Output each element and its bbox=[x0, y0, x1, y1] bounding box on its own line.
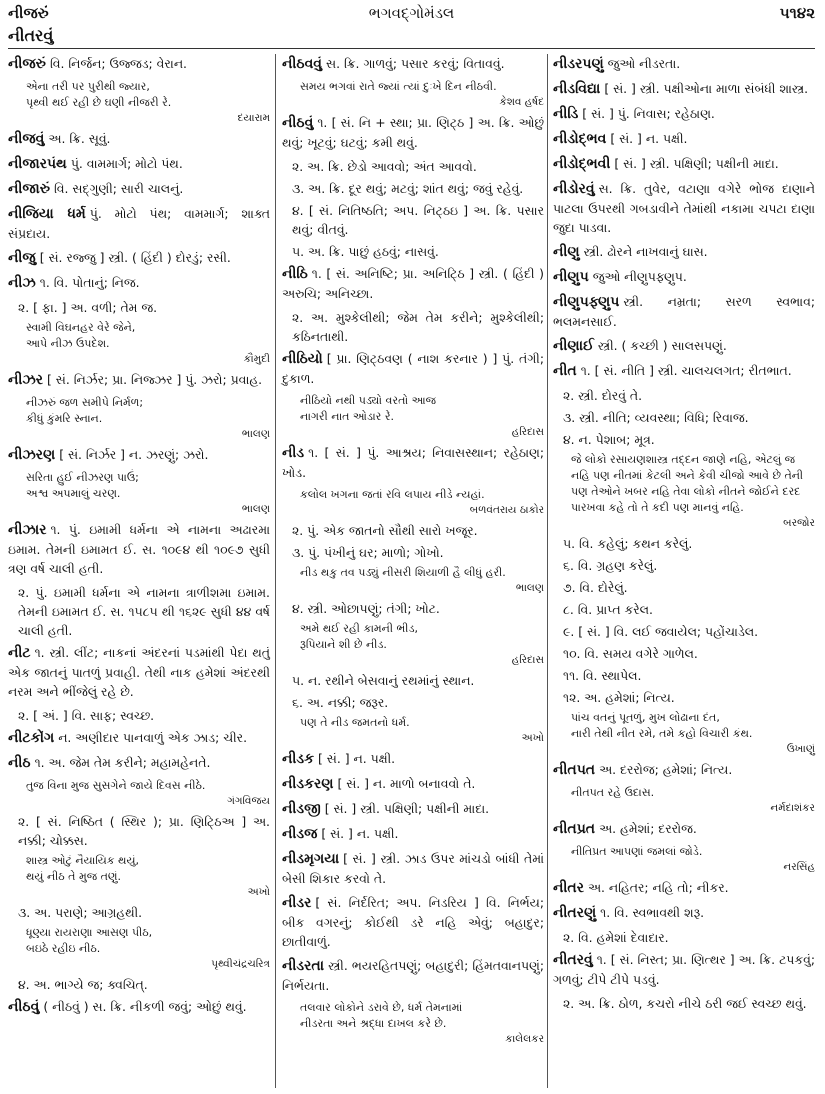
sub-sense: ૨. અ. ક્રિ. ઠોળ, કચરો નીચે ઠરી જઈ સ્વચ્છ થવું. bbox=[563, 996, 807, 1011]
quote-line: પૃથ્વી થઈ રહી છે ઘણી નીજરી રે. bbox=[26, 96, 172, 109]
quote-line: નાગરી નાત ઓડાર રે. bbox=[300, 410, 395, 423]
dictionary-entry bbox=[8, 728, 270, 748]
quote-attribution: ગંગવિજય bbox=[227, 795, 270, 807]
definition: સ્ત્રી. ઢોરને નાખવાનું ઘાસ. bbox=[583, 244, 708, 259]
sub-sense: ૨. પું. એક જાતનો સૌથી સારો ખજૂર. bbox=[292, 523, 478, 538]
sub-sense: ૪. [ સં. નિતિષ્ઠતિ; અપ. નિટ્ઠઇ ] અ. ક્રિ. પસાર થવું; વીતવું. bbox=[292, 203, 544, 237]
dictionary-entry bbox=[8, 204, 270, 243]
sub-sense: ૬. વિ. ગ્રહણ કરેલું. bbox=[563, 558, 658, 573]
quote-attribution: ભાલણ bbox=[241, 503, 270, 515]
definition: અ. નહિતર; નહિ તો; નીકર. bbox=[587, 880, 729, 895]
quote-attribution: દયારામ bbox=[237, 112, 270, 124]
headword: નીઠિ bbox=[282, 266, 308, 282]
headword: નીઝરણ bbox=[8, 447, 56, 463]
dictionary-entry bbox=[553, 361, 815, 381]
definition: [ સં. ] ન. માળો બનાવવો તે. bbox=[337, 776, 476, 791]
headword: નીતપત bbox=[553, 762, 596, 778]
definition: [ સં. ] ન. પક્ષી. bbox=[318, 751, 396, 766]
sub-sense: ૩. અ. ક્રિ. દૂર થવું; મટવું; શાંત થવું; જવું રહેવું. bbox=[292, 181, 524, 196]
quote-attribution: હરિદાસ bbox=[511, 654, 544, 666]
dictionary-entry bbox=[553, 336, 815, 356]
headword: નીજારું bbox=[8, 181, 50, 197]
quotation bbox=[26, 925, 270, 957]
headword: નીણુપફ્ણુપ bbox=[553, 294, 620, 310]
definition: [ સં. ] ન. પક્ષી. bbox=[610, 131, 688, 146]
headword: નીઠવું bbox=[282, 115, 314, 131]
dictionary-entry bbox=[8, 445, 270, 465]
dictionary-entry bbox=[8, 643, 270, 701]
headword: નીડોદ્ભવી bbox=[553, 156, 611, 172]
quotation bbox=[571, 452, 815, 516]
sub-sense: ૨. અ. મુશ્કેલીથી; જેમ તેમ કરીને; મુશ્કેલીથી; કઠિનતાથી. bbox=[292, 310, 544, 344]
headword: નીતરવું bbox=[553, 952, 593, 968]
dictionary-entry bbox=[282, 113, 544, 152]
headword: નીટકોંગ bbox=[8, 730, 55, 746]
headword: નીડિ bbox=[553, 106, 579, 122]
sub-sense: ૭. વિ. દોરેલું. bbox=[563, 580, 628, 595]
headword: નીઝ bbox=[8, 275, 36, 291]
dictionary-entry bbox=[282, 849, 544, 888]
quote-line: નીઝરું જળ સમીપે નિર્મળ; bbox=[26, 396, 144, 409]
quotation bbox=[26, 470, 270, 502]
page-header bbox=[8, 4, 815, 26]
definition: [ સં. ] ન. પક્ષી. bbox=[321, 826, 399, 841]
definition: ૧. [ સં. નિસ્ત; પ્રા. ણિત્થર ] અ. ક્રિ. ટપકવું; ગળવું; ટીપે ટીપે પડવું. bbox=[553, 952, 815, 987]
dictionary-entry bbox=[553, 104, 815, 124]
quote-attribution: ભાલણ bbox=[241, 428, 270, 440]
dictionary-entry bbox=[8, 997, 270, 1017]
sub-sense: ૪. સ્ત્રી. ઓછાપણું; તંગી; ખોટ. bbox=[292, 601, 440, 616]
quote-line: બઇઠે રહીઇ નીઠ. bbox=[26, 942, 101, 955]
quote-line: તલવાર લોકોને ડરાવે છે, ધર્મ તેમનામાં bbox=[300, 1001, 463, 1014]
headword: નીતરણું bbox=[553, 905, 597, 921]
definition: [ સં. ] સ્ત્રી. પક્ષીઓના માળા સંબંધી શાસ્ત્ર. bbox=[604, 81, 809, 96]
dictionary-entry bbox=[282, 264, 544, 303]
sub-sense: ૪. અ. ભાગ્યે જ; ક્વચિત્. bbox=[18, 977, 148, 992]
definition: [ સં. ] સ્ત્રી. ઝાડ ઉપર માંચડો બાંધી તેમાં બેસી શિકાર કરવો તે. bbox=[282, 851, 544, 886]
headword: નીડોદ્ભવ bbox=[553, 131, 607, 147]
quotation bbox=[300, 1000, 544, 1032]
definition: વિ. નિર્જન; ઉજ્જડ; વેરાન. bbox=[49, 56, 187, 71]
dictionary-entry bbox=[282, 349, 544, 388]
dictionary-entry bbox=[553, 292, 815, 331]
headword: નીડ bbox=[282, 445, 305, 461]
sub-sense: ૨. વિ. હમેશાં દેવાદાર. bbox=[563, 930, 669, 945]
definition: અ. ક્રિ. સૂવું. bbox=[48, 131, 111, 146]
sub-sense: ૩. સ્ત્રી. નીતિ; વ્યવસ્થા; વિધિ; રિવાજ. bbox=[563, 410, 749, 425]
headword: નીત bbox=[553, 363, 577, 379]
headword: નીજારપંથ bbox=[8, 156, 67, 172]
quote-attribution: અખો bbox=[521, 732, 544, 744]
dictionary-entry bbox=[553, 878, 815, 898]
header-first-word: નીજરું bbox=[8, 4, 49, 22]
definition: ૧. વિ. સ્વભાવથી શરૂ. bbox=[600, 905, 705, 920]
headword: નીડમૃગયા bbox=[282, 851, 340, 867]
definition: સ. ક્રિ. તુવેર, વટાણા વગેરે ભોજ દાણાને પાટલા ઉપરથી ગબડાવીને તેમાંથી નકામા ચપટા દાણા જુદા પાડવા. bbox=[553, 181, 815, 235]
definition: પું. વામમાર્ગ; મોટો પંથ. bbox=[70, 156, 183, 171]
headword: નીઝાર bbox=[8, 522, 47, 538]
definition: સ્ત્રી. નમ્રતા; સરળ સ્વભાવ; ભલમનસાઈ. bbox=[553, 294, 815, 329]
sub-sense: ૨. સ્ત્રી. દોરવું તે. bbox=[563, 388, 643, 403]
headword: નીડોરવું bbox=[553, 181, 595, 197]
definition: સ્ત્રી. ( કચ્છી ) સાલસપણું. bbox=[597, 338, 727, 353]
dictionary-entry bbox=[553, 819, 815, 839]
definition: [ સં. નિર્દરિત; અપ. નિડરિય ] વિ. નિર્ભય; બીક વગરનું; કોઈથી ડરે નહિ એવું; બહાદુર; છાતીવાળું. bbox=[282, 895, 544, 949]
sub-sense: ૧૦. વિ. સમય વગેરે ગાળેલ. bbox=[563, 646, 698, 661]
dictionary-entry bbox=[553, 179, 815, 237]
quote-line: નીઠિયો નથી પડ્યો વરતો આજ bbox=[300, 394, 437, 407]
quote-line: સમય ભગવાં રાતે જ્યાં ત્યાં દુઃખે દિન નીઠવી. bbox=[300, 80, 497, 93]
quotation bbox=[300, 393, 544, 425]
quote-attribution: નર્મદાશંકર bbox=[770, 802, 815, 814]
dictionary-entry bbox=[553, 154, 815, 174]
dictionary-entry bbox=[553, 54, 815, 74]
sub-sense: ૫. વિ. કહેલું; કથન કરેલું. bbox=[563, 536, 693, 551]
quote-line: શાસ્ત્ર ઓટું નૈયાયિક થયું, bbox=[26, 854, 139, 867]
dictionary-entry bbox=[282, 443, 544, 482]
definition: જુઓ નીણુપફ્ણુપ. bbox=[592, 269, 687, 284]
headword: નીણુપ bbox=[553, 269, 589, 285]
quote-attribution: નરસિંહ bbox=[783, 861, 815, 873]
headword: નીતપ્રત bbox=[553, 821, 596, 837]
headword: નીઠવવું bbox=[282, 56, 323, 72]
dictionary-entry bbox=[282, 774, 544, 794]
headword: નીજવું bbox=[8, 131, 45, 147]
dictionary-entry bbox=[553, 242, 815, 262]
quotation bbox=[26, 320, 270, 352]
definition: ૧. અ. જેમ તેમ કરીને; મહામહેનતે. bbox=[34, 755, 211, 770]
quote-attribution: કેશવ હર્ષદ bbox=[499, 96, 544, 108]
sub-sense: ૬. અ. નક્કી; જરૂર. bbox=[292, 695, 389, 710]
quote-line: નીતિપ્રત આપણાં જમલાં જોડે. bbox=[571, 845, 703, 858]
definition: [ સં. ] સ્ત્રી. પક્ષિણી; પક્ષીની માદા. bbox=[614, 156, 779, 171]
headword: નીજિયા ધર્મ bbox=[8, 206, 86, 222]
book-title: ભગવદ્ગોમંડલ bbox=[368, 4, 455, 22]
quote-attribution: બરજોર bbox=[783, 517, 815, 529]
definition: ૧. વિ. પોતાનું; નિજ. bbox=[39, 275, 140, 290]
quote-line: પાંચ વતનું પૂતળું, મુખ લોઢાના દંત, bbox=[571, 711, 720, 724]
definition: સ્ત્રી. ભયરહિતપણું; બહાદુરી; હિંમતવાનપણું; નિર્ભયતા. bbox=[282, 958, 544, 993]
quote-attribution: હરિદાસ bbox=[511, 426, 544, 438]
definition: [ સં. ] પું. નિવાસ; રહેઠાણ. bbox=[582, 106, 715, 121]
quotation bbox=[300, 487, 544, 503]
column-3 bbox=[553, 54, 815, 1016]
quotation bbox=[300, 79, 544, 95]
definition: ૧. [ સં. નીતિ ] સ્ત્રી. ચાલચલગત; રીતભાત. bbox=[580, 363, 792, 378]
headword: નીડજી bbox=[282, 801, 321, 817]
dictionary-entry bbox=[8, 154, 270, 174]
dictionary-entry bbox=[282, 749, 544, 769]
dictionary-entry bbox=[553, 950, 815, 989]
sub-sense: ૫. ન. રથીને બેસવાનું રથમાંનું સ્થાન. bbox=[292, 673, 475, 688]
headword: નીઠવું bbox=[8, 999, 40, 1015]
headword: નીઝર bbox=[8, 372, 44, 388]
quote-line: પણ તે નીડ જમતનો ધર્મ. bbox=[300, 716, 410, 729]
column-1 bbox=[8, 54, 270, 1022]
quotation bbox=[26, 79, 270, 111]
dictionary-entry bbox=[8, 273, 270, 293]
sub-sense: ૫. અ. ક્રિ. પાછું હઠવું; નાસવું. bbox=[292, 244, 439, 259]
column-divider bbox=[275, 54, 276, 1088]
quotation bbox=[571, 844, 815, 860]
quotation bbox=[26, 778, 270, 794]
quote-attribution: કાલેલકર bbox=[505, 1033, 544, 1045]
header-divider bbox=[8, 48, 815, 49]
header-last-word: નીતરવું bbox=[8, 26, 54, 45]
sub-sense: ૩. પું. પંખીનું ઘર; માળો; ગોખો. bbox=[292, 545, 444, 560]
dictionary-entry bbox=[282, 956, 544, 995]
definition: સ. ક્રિ. ગાળવું; પસાર કરવું; વિતાવવું. bbox=[326, 56, 505, 71]
quote-attribution: ઉખાણું bbox=[786, 743, 815, 755]
dictionary-entry bbox=[8, 370, 270, 390]
definition: ૧. [ સં. અનિષ્ટિ; પ્રા. અનિટ્ઠિ ] સ્ત્રી. ( હિંદી ) અરુચિ; અનિચ્છા. bbox=[282, 266, 544, 301]
definition: ૧. સ્ત્રી. લીંટ; નાકનાં અંદરનાં પડમાંથી પેદા થતું એક જાતનું પાતળું પ્રવાહી. તેથી નાક હમેશાં અંદરથી નરમ અને ભીંજેલું રહે છે. bbox=[8, 645, 270, 699]
page-number: ૫૧૪૨ bbox=[779, 4, 815, 22]
definition: પું. મોટો પંથ; વામમાર્ગ; શાક્ત સંપ્રદાય. bbox=[8, 206, 270, 241]
quotation bbox=[571, 710, 815, 742]
quote-attribution: બળવંતરાય ઠાકોર bbox=[469, 504, 544, 516]
quote-line: નીડરતા અને શ્રદ્ધા દાખલ કરે છે. bbox=[300, 1017, 447, 1030]
sub-sense: ૨. અ. ક્રિ. છેડો આવવો; અંત આવવો. bbox=[292, 159, 477, 174]
dictionary-entry bbox=[8, 753, 270, 773]
sub-sense: ૮. વિ. પ્રાપ્ત કરેલ. bbox=[563, 602, 653, 617]
headword: નીડર bbox=[282, 895, 312, 911]
quotation bbox=[26, 395, 270, 427]
dictionary-entry bbox=[8, 129, 270, 149]
quote-line: નારી તેથી નીત રમે, તમે કહો વિચારી કંથ. bbox=[571, 727, 753, 740]
dictionary-entry bbox=[553, 129, 815, 149]
dictionary-entry bbox=[553, 79, 815, 99]
quote-line: અમે થઈ રહી કામની ભીડ, bbox=[300, 622, 418, 635]
headword: નીડરપણું bbox=[553, 56, 604, 72]
headword: નીડકરણ bbox=[282, 776, 334, 792]
headword: નીટ bbox=[8, 645, 31, 661]
headword: નીડક bbox=[282, 751, 315, 767]
definition: [ પ્રા. ણિટ્ઠવણ ( નાશ કરનાર ) ] પું. તંગી; દુકાળ. bbox=[282, 351, 544, 386]
definition: [ સં. રજ્જુ ] સ્ત્રી. ( હિંદી ) દોરડું; રસી. bbox=[39, 250, 231, 265]
sub-sense: ૨. [ ફા. ] અ. વળી; તેમ જ. bbox=[18, 300, 158, 315]
sub-sense: ૧૧. વિ. સ્થાપેલ. bbox=[563, 668, 642, 683]
sub-sense: ૧૨. અ. હમેશાં; નિત્ય. bbox=[563, 690, 675, 705]
column-2 bbox=[282, 54, 544, 1050]
column-divider bbox=[547, 54, 548, 1088]
quote-line: કલોલ ખગના જતાં રવિ લપાય નીડે ન્યહાં. bbox=[300, 488, 485, 501]
quote-line: એના તરી પર પુરીથી જ્યાર, bbox=[26, 80, 150, 93]
definition: ૧. [ સં. ] પું. આશ્રય; નિવાસસ્થાન; રહેઠાણ; ખોડ. bbox=[282, 445, 544, 480]
quotation bbox=[300, 565, 544, 581]
definition: જુઓ નીડરતા. bbox=[607, 56, 681, 71]
quote-line: નીડ થકુ તવ પડ્યું નીસરી શિયાળી હૈ લીધું હરી. bbox=[300, 566, 506, 579]
quote-line: સરિતા હુઈ નીઝરણ પાઉં; bbox=[26, 471, 139, 484]
dictionary-entry bbox=[8, 520, 270, 578]
quote-line: જે લોકો રસાયણશાસ્ત્ર તદ્દન જાણે નહિ, એટલું જ નહિ પણ નીતમાં કેટલી અને કેવી ચીજો આવે છે તેની પણ તેઓને ખબર નહિ તેવા લોકો નીતને જોઈને દરદ પારખવા કહે તો તે કદી પણ માનવું નહિ. bbox=[571, 453, 804, 514]
quotation bbox=[300, 715, 544, 731]
headword: નીઠિયો bbox=[282, 351, 323, 367]
quote-line: સ્વામી વિઘનહર વેરે જેને, bbox=[26, 321, 136, 334]
quote-attribution: અખો bbox=[247, 886, 270, 898]
headword: નીડવિદ્યા bbox=[553, 81, 601, 97]
quote-line: કીધું કુંમરિ સ્નાન. bbox=[26, 412, 103, 425]
headword: નીજરું bbox=[8, 56, 46, 72]
dictionary-entry bbox=[8, 179, 270, 199]
quotation bbox=[300, 621, 544, 653]
sub-sense: ૪. ન. પેશાબ; મૂત્ર. bbox=[563, 432, 655, 447]
quote-line: આપે નીઝ ઉપદેશ. bbox=[26, 337, 110, 350]
definition: ( નીઠવું ) સ. ક્રિ. નીકળી જવું; ઓછું થવું. bbox=[43, 999, 247, 1014]
quote-line: થયું નીઠ તે મુજ તણું. bbox=[26, 870, 122, 883]
definition: અ. હમેશાં; દરરોજ. bbox=[599, 821, 697, 836]
quote-attribution: ભાલણ bbox=[515, 582, 544, 594]
quote-attribution: પૃથ્વીચંદ્રચરિત્ર bbox=[211, 958, 270, 970]
quotation bbox=[571, 785, 815, 801]
sub-sense: ૨. [ અં. ] વિ. સાફ; સ્વચ્છ. bbox=[18, 708, 155, 723]
sub-sense: ૩. અ. પરાણે; આગ્રહથી. bbox=[18, 905, 143, 920]
quote-line: ધૂણ્યા રાયરાણા આસણ પીઠ, bbox=[26, 926, 153, 939]
quote-line: નીતપત રહે ઉદાસ. bbox=[571, 786, 655, 799]
sub-sense: ૨. પું. ઇમામી ધર્મના એ નામના ત્રાળીશમા ઇમામ. તેમની ઇમામત ઈ. સ. ૧૫૮૫ થી ૧૬૨૯ સુધી ૪૪ વર્ષ ચાલી હતી. bbox=[18, 585, 270, 638]
dictionary-entry bbox=[8, 248, 270, 268]
dictionary-entry bbox=[282, 799, 544, 819]
dictionary-entry bbox=[282, 54, 544, 74]
headword: નીતર bbox=[553, 880, 584, 896]
sub-sense: ૨. [ સં. નિષ્ઠિત ( સ્થિર ); પ્રા. ણિટ્ઠિઅ ] અ. નક્કી; ચોક્કસ. bbox=[18, 814, 270, 848]
definition: વિ. સદ્ગુણી; સારી ચાલનું. bbox=[54, 181, 184, 196]
quote-line: અશ્વ અપમાલું ચરણ. bbox=[26, 487, 121, 500]
headword: નીણાઈ bbox=[553, 338, 594, 354]
dictionary-entry bbox=[8, 54, 270, 74]
headword: નીજુ bbox=[8, 250, 36, 266]
quote-line: તુજ વિના મુજ સુસગેને જાયે દિવસ નીઠે. bbox=[26, 779, 206, 792]
definition: ન. અણીદાર પાનવાળું એક ઝાડ; ચીર. bbox=[58, 730, 248, 745]
headword: નીડજ bbox=[282, 826, 318, 842]
dictionary-entry bbox=[282, 893, 544, 951]
quotation bbox=[26, 853, 270, 885]
quote-attribution: કૌમુદી bbox=[243, 353, 270, 365]
definition: [ સં. નિર્ઝર; પ્રા. નિજ્ઝર ] પું. ઝરો; પ્રવાહ. bbox=[47, 372, 263, 387]
definition: ૧. [ સં. નિ + સ્થા; પ્રા. ણિટ્ઠ ] અ. ક્રિ. ઓછું થવું; ખૂટવું; ઘટવું; કમી થવું. bbox=[282, 115, 544, 150]
definition: ૧. પું. ઇમામી ધર્મના એ નામના અઢારમા ઇમામ. તેમની ઇમામત ઈ. સ. ૧૦૯૪ થી ૧૦૯૭ સુધી ત્રણ વર્ષ ચાલી હતી. bbox=[8, 522, 270, 576]
headword: નીઠ bbox=[8, 755, 31, 771]
headword: નીડરતા bbox=[282, 958, 325, 974]
dictionary-entry bbox=[282, 824, 544, 844]
dictionary-entry bbox=[553, 267, 815, 287]
headword: નીણુ bbox=[553, 244, 580, 260]
definition: [ સં. ] સ્ત્રી. પક્ષિણી; પક્ષીની માદા. bbox=[324, 801, 490, 816]
definition: અ. દરરોજ; હમેશાં; નિત્ય. bbox=[599, 762, 733, 777]
definition: [ સં. નિર્ઝર ] ન. ઝરણું; ઝરો. bbox=[59, 447, 209, 462]
dictionary-entry bbox=[553, 760, 815, 780]
quote-line: રૂપિયાને શી છે નીડ. bbox=[300, 638, 387, 651]
dictionary-entry bbox=[553, 903, 815, 923]
sub-sense: ૯. [ સં. ] વિ. લઈ જવાયેલ; પહોંચાડેલ. bbox=[563, 624, 759, 639]
